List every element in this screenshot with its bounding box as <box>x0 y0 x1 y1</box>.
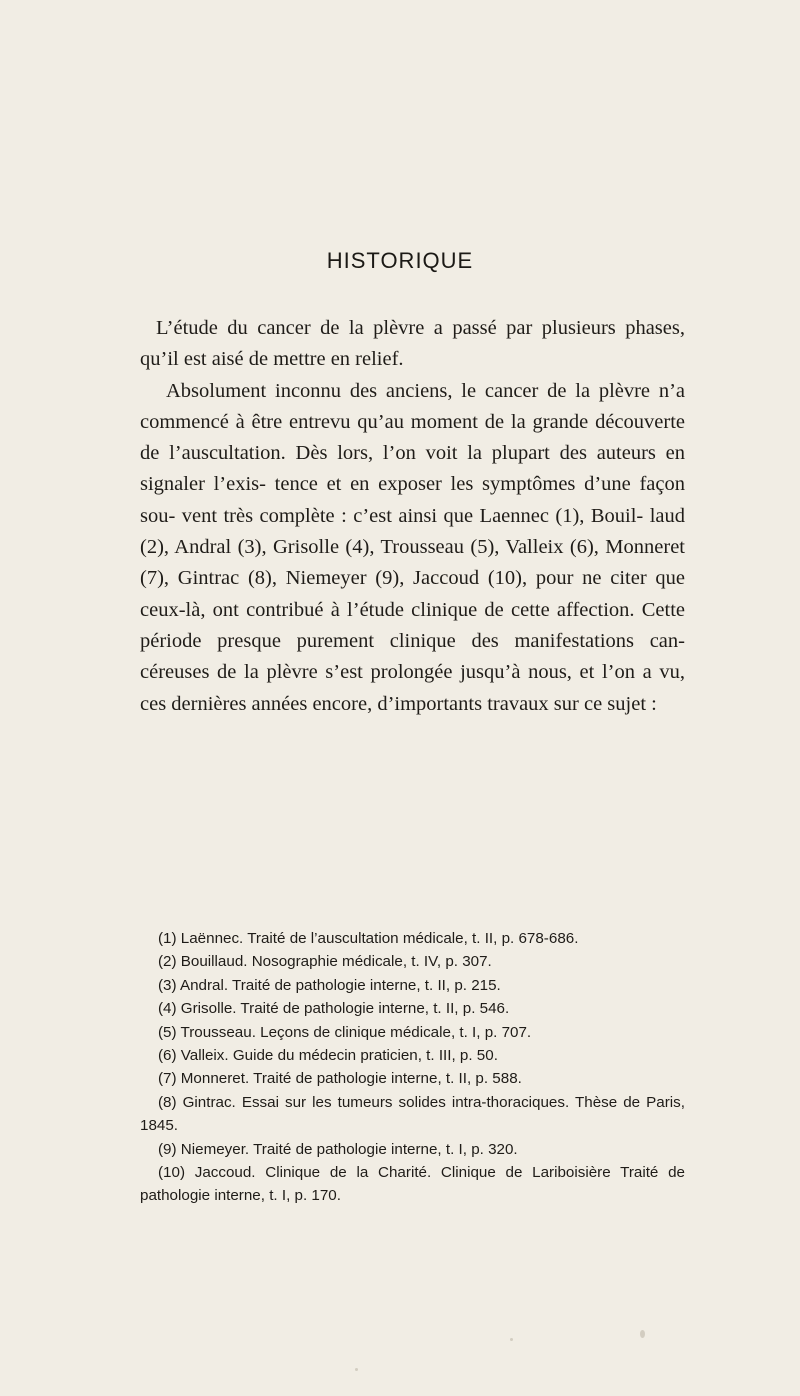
main-text <box>140 313 685 720</box>
footnote: (10) Jaccoud. Clinique de la Charité. Clinique de Lariboisière Traité de pathologie interne, t. I, p. 170. <box>140 1164 685 1205</box>
footnotes <box>140 927 685 1208</box>
footnote: (1) Laënnec. Traité de l’auscultation médicale, t. II, p. 678-686. <box>158 930 579 947</box>
footnote: (2) Bouillaud. Nosographie médicale, t. IV, p. 307. <box>158 953 492 971</box>
footnote: (4) Grisolle. Traité de pathologie interne, t. II, p. 546. <box>158 1000 510 1018</box>
footnote: (7) Monneret. Traité de pathologie interne, t. II, p. 588. <box>158 1070 522 1088</box>
footnote: (8) Gintrac. Essai sur les tumeurs solides intra-thoraciques. Thèse de Paris, 1845. <box>140 1093 685 1135</box>
footnote: (3) Andral. Traité de pathologie interne, t. II, p. 215. <box>158 976 501 994</box>
paper-speck <box>510 1338 513 1341</box>
paragraph-intro: L’étude du cancer de la plèvre a passé par plusieurs phases, qu’il est aisé de mettre en relief. <box>140 317 685 371</box>
footnote: (9) Niemeyer. Traité de pathologie interne, t. I, p. 320. <box>158 1140 518 1158</box>
footnote: (6) Valleix. Guide du médecin praticien, t. III, p. 50. <box>158 1047 498 1065</box>
page-title: HISTORIQUE <box>326 248 474 273</box>
paper-speck <box>640 1330 645 1338</box>
paper-speck <box>355 1368 358 1371</box>
paragraph-history: Absolument inconnu des anciens, le cancer de la plèvre n’a commencé à être entrevu qu’au moment de la grande découverte de l’auscultation. Dès lors, l’on voit la plupart des auteurs en signaler l’exis- tence et en exposer les symptômes d’une façon sou- vent très complète : c’est ainsi que Laennec (1), Bouil- laud (2), Andral (3), Grisolle (4), Trousseau (5), Valleix (6), Monneret (7), Gintrac (8), Niemeyer (9), Jaccoud (10), pour ne citer que ceux-là, ont contribué à l’étude clinique de cette affection. Cette période presque purement clinique des manifestations can- céreuses de la plèvre s’est prolongée jusqu’à nous, et l’on a vu, ces dernières années encore, d’importants travaux sur ce sujet : <box>140 379 685 715</box>
footnote: (5) Trousseau. Leçons de clinique médicale, t. I, p. 707. <box>158 1023 532 1041</box>
